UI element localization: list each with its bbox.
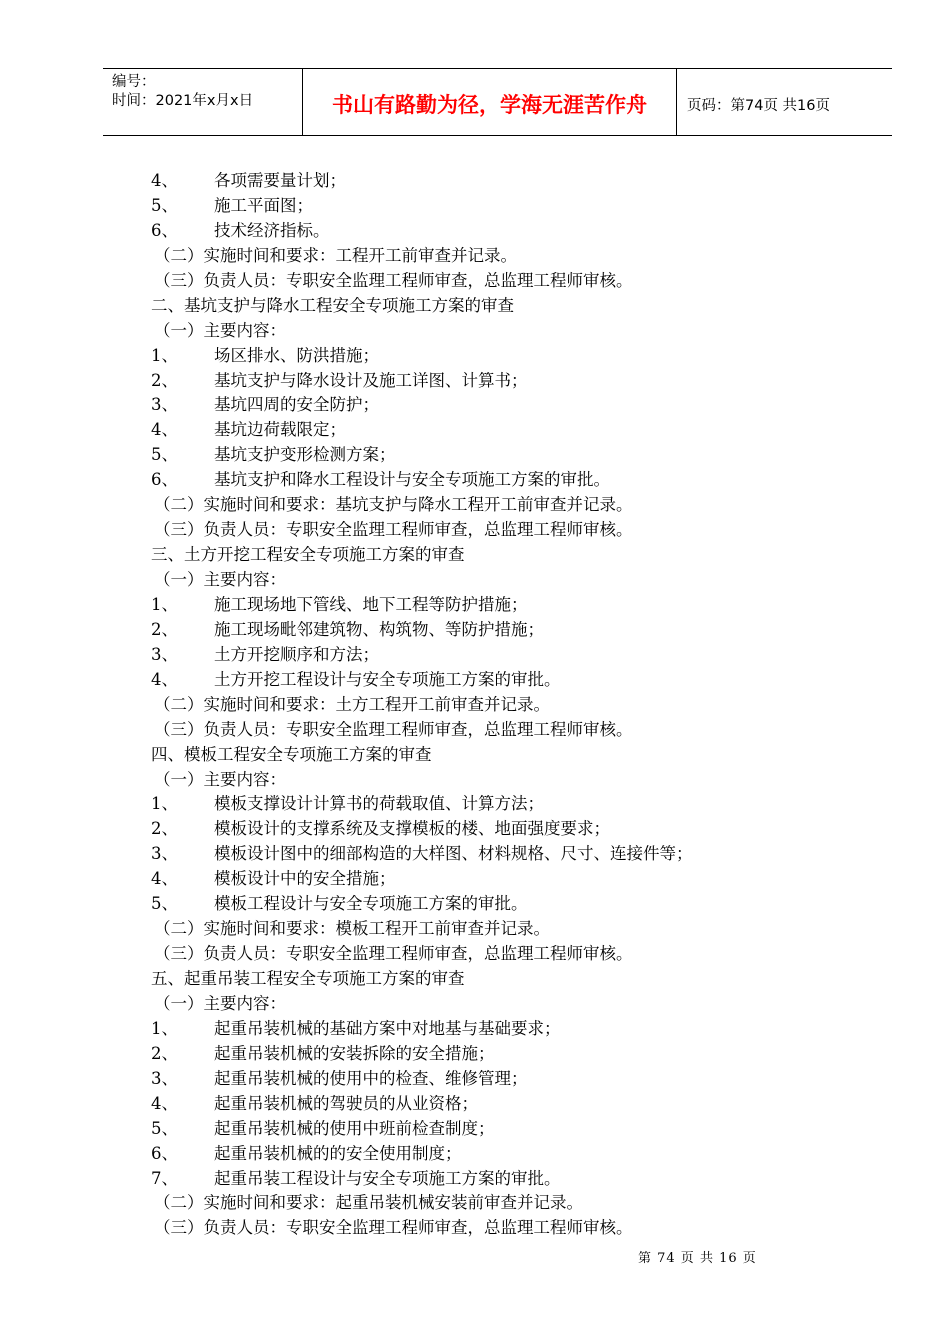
list-item-number: 1、 [151,594,178,614]
list-item [151,643,851,668]
list-item [151,792,851,817]
subsection-line: （三）负责人员：专职安全监理工程师审查，总监理工程师审核。 [154,1218,633,1238]
list-item-text: 起重吊装机械的使用中班前检查制度； [214,1118,495,1138]
list-item-number: 3、 [151,395,178,415]
subsection-line: （二）实施时间和要求：模板工程开工前审查并记录。 [154,919,550,939]
page-footer: 第 74 页 共 16 页 [638,1251,757,1266]
subsection-line: （一）主要内容： [154,570,286,589]
list-item [151,668,851,693]
list-item-number: 6、 [151,1143,178,1163]
subsection-line: （一）主要内容： [154,993,286,1013]
list-item-text: 基坑支护和降水工程设计与安全专项施工方案的审批。 [214,470,610,490]
list-item [151,418,851,443]
list-item-number: 6、 [151,470,178,490]
list-item-text: 模板设计中的安全措施； [214,869,396,889]
list-item [151,1092,851,1117]
list-item-text: 施工现场地下管线、地下工程等防护措施； [214,594,528,614]
list-item-text: 施工现场毗邻建筑物、构筑物、等防护措施； [214,619,544,639]
list-item-text: 土方开挖顺序和方法； [214,644,379,664]
subsection-line: （三）负责人员：专职安全监理工程师审查，总监理工程师审核。 [154,719,633,739]
subsection-line: （二）实施时间和要求：工程开工前审查并记录。 [154,245,517,265]
list-item [151,1017,851,1042]
list-item-number: 4、 [151,669,178,689]
list-item [151,194,851,219]
list-item-number: 3、 [151,1068,178,1088]
list-item [151,867,851,892]
list-item-number: 2、 [151,619,178,639]
list-item [151,618,851,643]
header-page-cell [677,69,892,135]
list-item [151,393,851,418]
subsection-line: （二）实施时间和要求：基坑支护与降水工程开工前审查并记录。 [154,495,633,515]
page-header [103,68,892,136]
motto-text: 书山有路勤为径，学海无涯苦作舟 [332,93,647,117]
list-item-number: 2、 [151,1043,178,1063]
page-info: 页码：第74页 共16页 [687,97,831,114]
subsection-line: （三）负责人员：专职安全监理工程师审查，总监理工程师审核。 [154,270,633,290]
list-item [151,1167,851,1192]
list-item-number: 1、 [151,345,178,365]
time-label: 时间：2021年x月x日 [112,93,254,109]
section-heading: 二、基坑支护与降水工程安全专项施工方案的审查 [151,295,514,315]
list-item-text: 各项需要量计划； [214,171,346,190]
list-item-number: 5、 [151,1118,178,1138]
header-motto-cell [303,69,677,135]
list-item-number: 7、 [151,1168,178,1188]
list-item-number: 3、 [151,844,178,864]
subsection-line: （二）实施时间和要求：土方工程开工前审查并记录。 [154,694,550,714]
list-item-text: 起重吊装机械的使用中的检查、维修管理； [214,1068,528,1088]
header-meta-cell [103,69,303,135]
list-item-text: 起重吊装机械的基础方案中对地基与基础要求； [214,1018,561,1038]
list-item-text: 起重吊装机械的的安全使用制度； [214,1143,462,1163]
list-item-number: 5、 [151,195,178,215]
list-item-text: 基坑支护与降水设计及施工详图、计算书； [214,370,528,390]
list-item [151,817,851,842]
list-item-number: 5、 [151,894,178,914]
list-item-number: 2、 [151,370,178,390]
number-label: 编号： [112,74,156,90]
list-item-text: 技术经济指标。 [214,220,330,240]
list-item [151,443,851,468]
list-item-text: 基坑四周的安全防护； [214,395,379,415]
list-item-number: 4、 [151,869,178,889]
section-heading: 五、起重吊装工程安全专项施工方案的审查 [151,969,465,988]
section-heading: 三、土方开挖工程安全专项施工方案的审查 [151,545,465,565]
list-item-number: 1、 [151,1018,178,1038]
subsection-line: （三）负责人员：专职安全监理工程师审查，总监理工程师审核。 [154,520,633,540]
list-item-text: 模板设计图中的细部构造的大样图、材料规格、尺寸、连接件等； [214,844,693,864]
list-item [151,169,851,194]
section-heading: 四、模板工程安全专项施工方案的审查 [151,744,432,764]
list-item-text: 模板支撑设计计算书的荷载取值、计算方法； [214,794,544,814]
list-item-number: 3、 [151,644,178,664]
list-item [151,1067,851,1092]
list-item-text: 基坑边荷载限定； [214,420,346,440]
list-item [151,369,851,394]
list-item-text: 土方开挖工程设计与安全专项施工方案的审批。 [214,669,561,689]
list-item-text: 基坑支护变形检测方案； [214,445,396,465]
list-item [151,892,851,917]
list-item [151,593,851,618]
list-item-text: 起重吊装工程设计与安全专项施工方案的审批。 [214,1168,561,1188]
list-item-number: 4、 [151,171,178,190]
subsection-line: （一）主要内容： [154,320,286,340]
list-item-number: 4、 [151,420,178,440]
subsection-line: （二）实施时间和要求：起重吊装机械安装前审查并记录。 [154,1193,583,1213]
list-item [151,1117,851,1142]
list-item [151,1042,851,1067]
list-item-text: 起重吊装机械的安装拆除的安全措施； [214,1043,495,1063]
list-item-number: 6、 [151,220,178,240]
list-item-text: 施工平面图； [214,195,313,215]
subsection-line: （三）负责人员：专职安全监理工程师审查，总监理工程师审核。 [154,944,633,964]
document-body [151,169,851,1241]
list-item-text: 起重吊装机械的驾驶员的从业资格； [214,1093,478,1113]
list-item [151,1142,851,1167]
list-item-number: 4、 [151,1093,178,1113]
list-item-text: 场区排水、防洪措施； [214,345,379,365]
subsection-line: （一）主要内容： [154,769,286,789]
list-item-text: 模板工程设计与安全专项施工方案的审批。 [214,894,528,914]
list-item-text: 模板设计的支撑系统及支撑模板的楼、地面强度要求； [214,819,610,839]
list-item [151,219,851,244]
list-item-number: 1、 [151,794,178,814]
list-item [151,344,851,369]
list-item-number: 5、 [151,445,178,465]
list-item-number: 2、 [151,819,178,839]
list-item [151,468,851,493]
list-item [151,842,851,867]
